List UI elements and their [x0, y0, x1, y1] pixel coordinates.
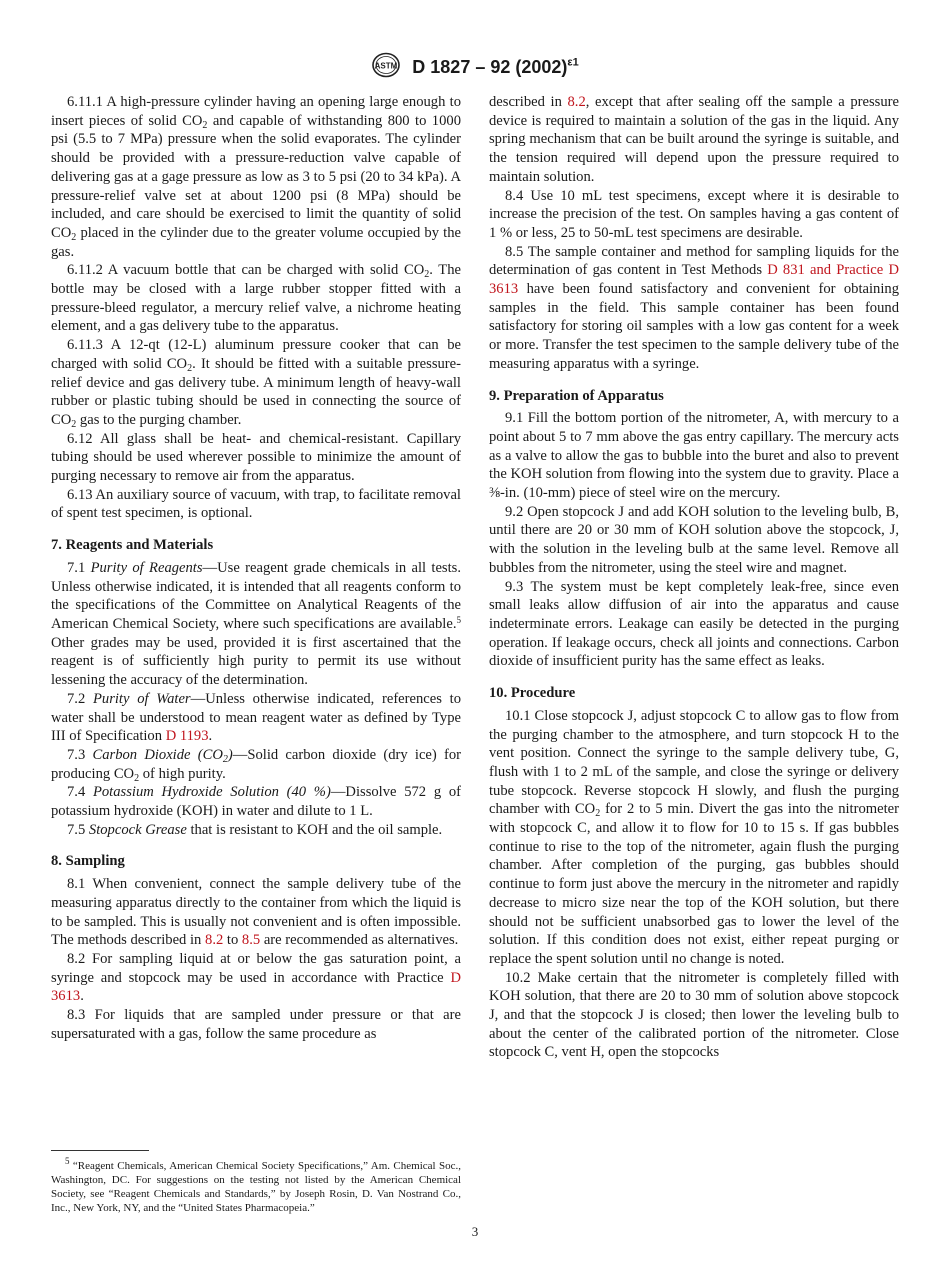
para-8-3: 8.3 For liquids that are sampled under pressure or that are supersaturated with a gas, follow the same procedure as — [51, 1007, 461, 1042]
para-6-11-1: 6.11.1 A high-pressure cylinder having an opening large enough to insert pieces of solid $CO_2$ and capable of withstanding 800 to 1000 psi (5.5 to 7 MPa) pressure when the solid evaporates. The cylinder should be provided with a pressure-reduction valve capable of delivering gas at a gage pressure as low as 3 to 5 psi (20 to 34 kPa). A pressure-relief valve set at about 1200 psi (8 MPa) should be included, and care should be exercised to limit the quantity of solid $CO_2$ placed in the cylinder due to the greater volume occupied by the gas. — [51, 94, 461, 260]
left-column — [51, 93, 461, 1043]
section-8-heading: 8. Sampling — [51, 853, 125, 870]
para-6-13: 6.13 An auxiliary source of vacuum, with trap, to facilitate removal of spent test specimen, is optional. — [51, 486, 461, 522]
para-7-1: 7.1 Purity of Reagents—Use reagent grade chemicals in all tests. Unless otherwise indicated, it is intended that all reagents conform to the specifications of the Committee on Analytical Reagents of the American Chemical Society, where such specifications are available.$^5$ Other grades may be used, provided it is first ascertained that the reagent is of sufficiently high purity to permit its use without lessening the accuracy of the determination. — [51, 559, 461, 689]
astm-logo-icon — [371, 52, 401, 83]
para-9-1: 9.1 Fill the bottom portion of the nitrometer, A, with mercury to a point about 5 to 7 mm above the gas entry capillary. The mercury acts as a valve to allow the gas to bubble into the buret and also to prevent the KOH solution from flowing into the system due to gravity. Place a ⅜-in. (10-mm) piece of steel wire on the mercury. — [489, 410, 899, 502]
link-d3613[interactable]: D 3613 — [51, 969, 461, 1005]
para-9-3: 9.3 The system must be kept completely leak-free, since even small leaks allow diffusion of air into the apparatus and cause indeterminate errors. Leakage can easily be detected in the purging operation. If leakage occurs, check all joints and connections. Carbon dioxide of insufficient purity has the same effect as leaks. — [489, 578, 899, 670]
para-7-5: 7.5 Stopcock Grease that is resistant to KOH and the oil sample. — [67, 821, 443, 838]
para-7-3: 7.3 Carbon Dioxide $(CO_2)—Solid$ carbon dioxide (dry ice) for producing $CO_2$ of high purity. — [51, 746, 462, 784]
link-d831-d3613[interactable]: D 831 and Practice D 3613 — [489, 262, 899, 298]
para-8-5: 8.5 The sample container and method for sampling liquids for the determination of gas content in Test Methods D 831 and Practice D 3613 have been found satisfactory and convenient for obtaining samples in the field. This sample container has been found satisfactory for storing oil samples with a low gas content for a week or more. Transfer the test specimen to the sample delivery tube of the measuring apparatus with a syringe. — [489, 243, 899, 372]
epsilon-mark: ε1 — [567, 56, 579, 69]
link-8-2-b[interactable]: 8.2 — [567, 94, 586, 110]
page-number: 3 — [471, 1224, 479, 1239]
footnote-ref: 5 — [456, 614, 461, 625]
para-10-1: 10.1 Close stopcock J, adjust stopcock C to allow gas to flow from the purging chamber to the atmosphere, and turn stopcock H to the vent position. Connect the syringe to the sample delivery tube, G, flush with 1 to 2 mL of the sample, and close the syringe or delivery tube stopcock. Reverse stopcock H slowly, and flush the purging chamber with $CO_2$ for 2 to 5 min. Divert the gas into the nitrometer with stopcock C, and allow it to flow for 10 to 15 s. If gas bubbles continue to rise to the top of the nitrometer, again flush the purging chamber. After completion of the purging, gas bubbles should continue to form just above the mercury in the nitrometer and rapidly decrease to micro size near the top of the KOH solution, but there should not be sufficient unabsorbed gas to lower the level of the solution. If this condition does not exist, either repeat purging or replace the spent solution until no change is noted. — [489, 707, 899, 967]
link-8-2[interactable]: 8.2 — [205, 932, 224, 949]
para-8-1: 8.1 When convenient, connect the sample delivery tube of the measuring apparatus directly to the container from which the liquid is to be sampled. This is usually not convenient and is often impossible. The methods described in 8.2 to 8.5 are recommended as alternatives. — [51, 876, 461, 949]
para-8-3-cont: described in 8.2, except that after sealing off the sample a pressure device is required to maintain a solution of the gas in the liquid. Any spring mechanism that can be built around the syringe is suitable, and the tension required will depend upon the pressure required to maintain solution. — [489, 94, 899, 185]
para-6-12: 6.12 All glass shall be heat- and chemical-resistant. Capillary tubing should be used wherever possible to minimize the amount of purging necessary to remove air from the apparatus. — [51, 430, 461, 485]
para-10-2: 10.2 Make certain that the nitrometer is completely filled with KOH solution, that there are 20 to 30 mm of solution above stopcock J, and that the stopcock J is closed; then lower the leveling bulb to about the center of the calibrated portion of the nitrometer. Close stopcock C, vent H, open the stopcocks — [489, 969, 899, 1061]
right-column — [489, 93, 899, 1062]
para-8-2: 8.2 For sampling liquid at or below the gas saturation point, a syringe and stopcock may be used in accordance with Practice D 3613. — [51, 950, 461, 1005]
para-8-4: 8.4 Use 10 mL test specimens, except where it is desirable to increase the precision of the test. On samples having a gas content of 1 % or less, 25 to 50-mL test specimens are desirable. — [489, 187, 899, 241]
link-d1193[interactable]: D 1193 — [165, 728, 209, 745]
para-7-2: 7.2 Purity of Water—Unless otherwise indicated, references to water shall be understood to mean reagent water as defined by Type III of Specification D 1193. — [51, 690, 462, 745]
designation: D 1827 – 92 (2002) — [412, 57, 568, 77]
section-10-heading: 10. Procedure — [489, 685, 576, 702]
para-6-11-3: 6.11.3 A 12-qt (12-L) aluminum pressure cooker that can be charged with solid $CO_2$. It should be fitted with a suitable pressure-relief device and gas delivery tube. A minimum length of heavy-wall rubber or plastic tubing should be used in connecting the source of $CO_2$ gas to the purging chamber. — [51, 337, 462, 430]
astm-logo-text: ASTM — [374, 61, 398, 71]
footnote-divider — [51, 1150, 149, 1151]
section-7-heading: 7. Reagents and Materials — [51, 537, 214, 554]
page-header — [0, 52, 950, 83]
para-7-4: 7.4 Potassium Hydroxide Solution (40 %)—Dissolve 572 g of potassium hydroxide (KOH) in water and dilute to 1 L. — [51, 784, 461, 820]
link-8-5[interactable]: 8.5 — [241, 932, 261, 949]
footnote: $^5$ “Reagent Chemicals, American Chemical Society Specifications,” Am. Chemical Soc., Washington, DC. For suggestions on the testing not listed by the American Chemical Society, see “Reagent Chemicals and Standards,” by Joseph Rosin, D. Van Nostrand Co., Inc., New York, NY, and the “United States Pharmacopeia.” — [51, 1156, 461, 1214]
para-9-2: 9.2 Open stopcock J and add KOH solution to the leveling bulb, B, until there are 20 or 30 mm of KOH solution above the stopcock, J, with the solution in the leveling bulb at the same level. Remove all bubbles from the nitrometer, using the steel wire and magnet. — [489, 503, 899, 576]
para-6-11-2: 6.11.2 A vacuum bottle that can be charged with solid $CO_2$. The bottle may be closed with a large rubber stopper fitted with a pressure-bleed regulator, a mercury relief valve, a nichrome heating element, and a gas delivery tube to the apparatus. — [51, 262, 461, 335]
section-9-heading: 9. Preparation of Apparatus — [489, 387, 664, 404]
